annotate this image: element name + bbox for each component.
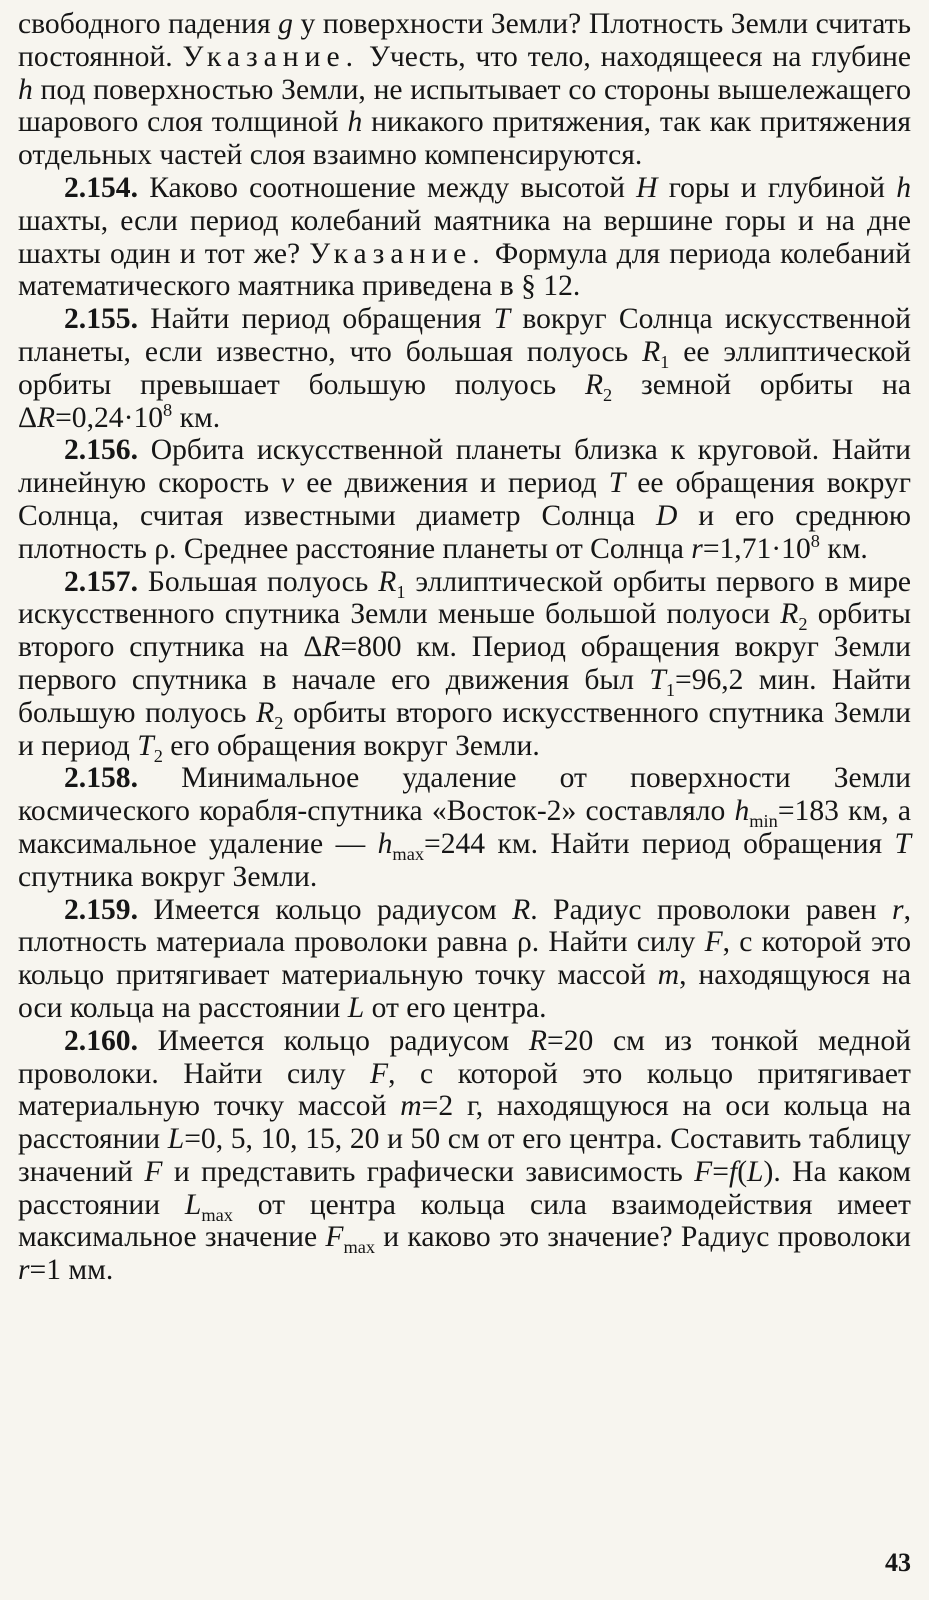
problem-2-155 [18,303,911,434]
problem-2-160 [18,1025,911,1287]
problem-text: свободного падения g у поверхности Земли? Плотность Земли считать постоянной. Указание. Учесть, что тело, находящееся на глубине h под поверхностью Земли, не испытывает со стороны вышележащего шарового слоя толщиной h никакого притяжения, так как притяжения отдельных частей слоя взаимно компенсируются. [18,8,912,172]
problem-text: Большая полуось $R_1$ эллиптической орбиты первого в мире искусственного спутника Земли меньше большой полуоси $R_2$ орбиты второго спутника на ΔR=800 км. Период обращения вокруг Земли первого спутника в начале его движения был $T_1=96,2$ мин. Найти большую полуось $R_2$ орбиты второго искусственного спутника Земли и период $T_2$ его обращения вокруг Земли. [18,565,912,766]
problem-2-158 [18,762,911,893]
problem-text: Минимальное удаление от поверхности Земли космического корабля-спутника «Восток-2» составляло $h_{min}=183$ км, а максимальное удаление — $h_{max}=244$ км. Найти период обращения T спутника вокруг Земли. [18,762,912,893]
problem-number: 2.155. [64,303,138,336]
problem-number: 2.159. [64,893,138,926]
problem-text: Орбита искусственной планеты близка к круговой. Найти линейную скорость v ее движения и период T ее обращения вокруг Солнца, считая известными диаметр Солнца D и его среднюю плотность ρ. Среднее расстояние планеты от Солнца $r=1,71\cdot 10^8$ км. [18,434,912,565]
problem-number: 2.156. [64,434,138,467]
problem-number: 2.154. [64,171,138,204]
problem-number: 2.158. [64,762,138,795]
problem-text: Найти период обращения T вокруг Солнца искусственной планеты, если известно, что большая полуось $R_1$ ее эллиптической орбиты превышает большую полуось $R_2$ земной орбиты на $\Delta R=0,24\cdot 10^8$ км. [18,303,911,434]
problem-text: Имеется кольцо радиусом R=20 см из тонкой медной проволоки. Найти силу F, с которой это кольцо притягивает материальную точку массой m=2 г, находящуюся на оси кольца на расстоянии L=0, 5, 10, 15, 20 и 50 см от его центра. Составить таблицу значений F и представить графически зависимость F=f(L). На каком расстоянии $L_{max}$ от центра кольца сила взаимодействия имеет максимальное значение $F_{max}$ и каково это значение? Радиус проволоки r=1 мм. [18,1024,911,1287]
problem-2-157 [18,565,912,766]
problem-2-156 [18,434,911,565]
problem-number: 2.160. [64,1024,138,1057]
problem-number: 2.157. [64,565,138,598]
problem-2-154 [18,172,911,303]
problem-text: Имеется кольцо радиусом R. Радиус проволоки равен r, плотность материала проволоки равна ρ. Найти силу F, с которой это кольцо притягивает материальную точку массой m, находящуюся на оси кольца на расстоянии L от его центра. [18,893,911,1024]
page-number: 43 [885,1548,911,1577]
book-page [18,8,911,1588]
problem-text: Каково соотношение между высотой H горы и глубиной h шахты, если период колебаний маятника на вершине горы и на дне шахты один и тот же? Указание. Формула для периода колебаний математического маятника приведена в § 12. [18,171,912,303]
problem-continuation [18,8,911,172]
problem-2-159 [18,894,911,1025]
